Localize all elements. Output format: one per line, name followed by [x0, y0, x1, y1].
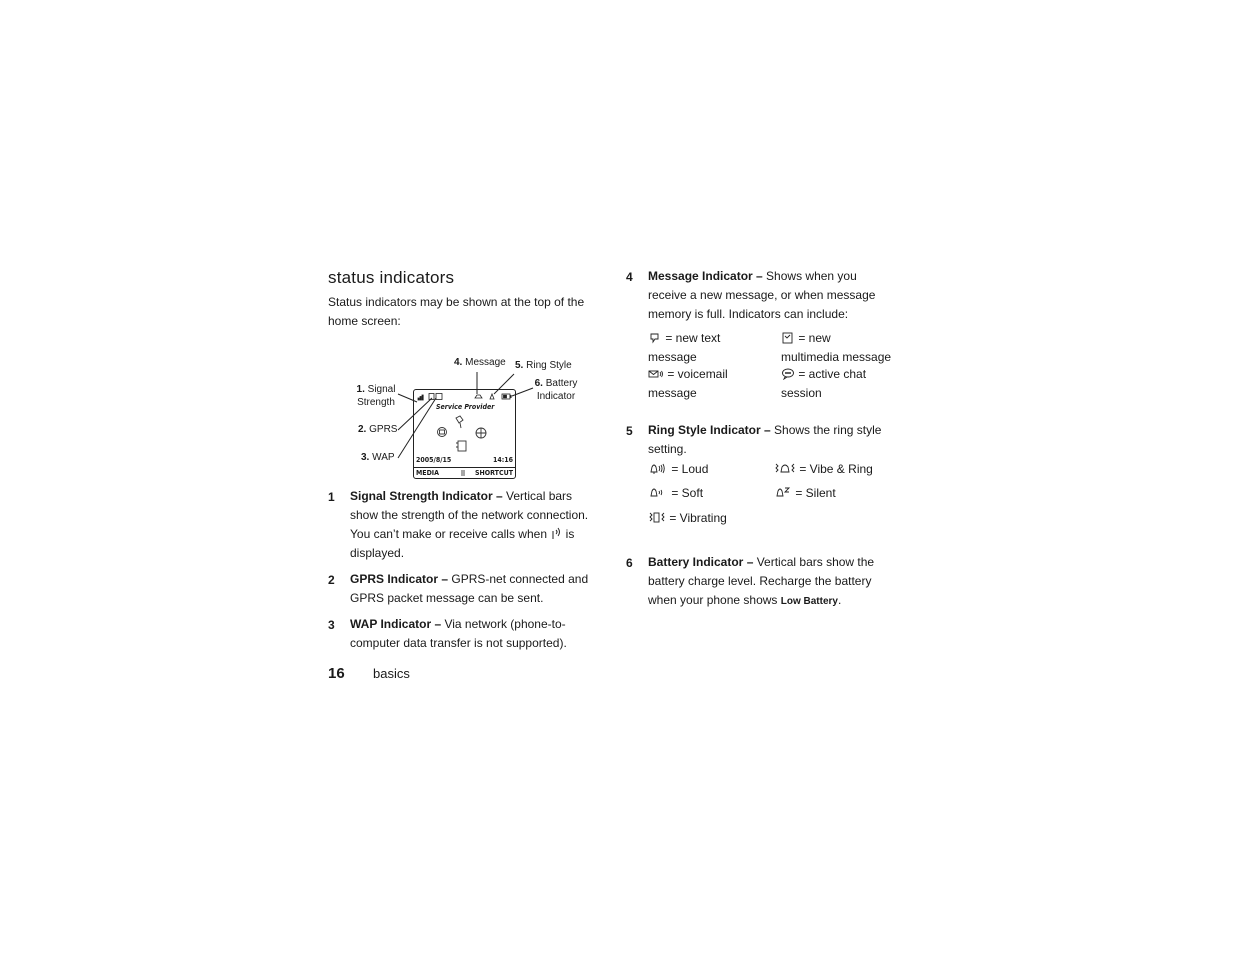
- section-title: status indicators: [328, 268, 455, 287]
- item-text: Ring Style Indicator – Shows the ring style setting.: [648, 423, 882, 456]
- phone-screen: [413, 389, 516, 479]
- screen-date: 2005/8/15: [416, 456, 452, 464]
- ring-vibrating: = Vibrating: [648, 509, 727, 528]
- no-signal-icon: [550, 527, 562, 540]
- silent-icon: [774, 486, 792, 499]
- loud-icon: [648, 462, 668, 475]
- item-text: WAP Indicator – Via network (phone-to-computer data transfer is not supported).: [350, 617, 567, 650]
- item-number: 3: [328, 618, 335, 632]
- ring-soft: = Soft: [648, 484, 703, 503]
- item-text: GPRS Indicator – GPRS-net connected and GPRS packet message can be sent.: [350, 572, 589, 605]
- section-intro: Status indicators may be shown at the top of the home screen:: [328, 295, 585, 328]
- menu-icons: [434, 414, 494, 456]
- item-number: 2: [328, 573, 335, 587]
- vibe-ring-icon: [774, 462, 796, 475]
- item-number: 6: [626, 556, 633, 570]
- msg-type-new-text: = new text message: [648, 331, 721, 364]
- new-text-message-icon: [648, 332, 662, 344]
- active-chat-icon: [781, 368, 795, 380]
- softkey-media[interactable]: MEDIA: [416, 469, 440, 477]
- label-gprs: 2. GPRS: [358, 424, 398, 435]
- status-bar-icons: [416, 392, 513, 402]
- softkey-divider: [414, 467, 515, 468]
- service-provider: Service Provider: [436, 403, 495, 411]
- new-multimedia-message-icon: [781, 332, 795, 344]
- item-number: 5: [626, 424, 633, 438]
- label-wap: 3. WAP: [361, 452, 395, 463]
- menu-key-icon[interactable]: [460, 469, 466, 477]
- label-message: 4. Message: [454, 357, 506, 368]
- item-text: Battery Indicator – Vertical bars show the battery charge level. Recharge the battery when your phone shows Low Battery.: [648, 555, 875, 607]
- label-battery: 6. Battery Indicator: [534, 378, 578, 402]
- msg-type-voicemail: = voicemail message: [648, 367, 728, 400]
- msg-type-chat: = active chat session: [781, 367, 867, 400]
- item-text: Message Indicator – Shows when you receive a new message, or when message memory is full. Indicators can include:: [648, 269, 876, 321]
- page-number: 16: [328, 665, 345, 682]
- ring-vibe-ring: = Vibe & Ring: [774, 460, 873, 479]
- low-battery-text: Low Battery: [780, 596, 838, 607]
- ring-loud: = Loud: [648, 460, 708, 479]
- softkey-shortcut[interactable]: SHORTCUT: [474, 469, 513, 477]
- soft-icon: [648, 486, 668, 499]
- msg-type-multimedia: = new multimedia message: [781, 331, 892, 364]
- vibrating-icon: [648, 511, 666, 524]
- screen-time: 14:16: [492, 456, 513, 464]
- item-number: 1: [328, 490, 335, 504]
- voicemail-icon: [648, 368, 664, 380]
- section-name: basics: [373, 666, 410, 681]
- item-number: 4: [626, 270, 633, 284]
- ring-silent: = Silent: [774, 484, 836, 503]
- label-signal: 1. Signal Strength: [356, 384, 396, 408]
- label-ring-style: 5. Ring Style: [515, 360, 572, 371]
- item-text: Signal Strength Indicator – Vertical bars show the strength of the network connection. You can’t make or receive calls when is displayed.: [350, 489, 589, 560]
